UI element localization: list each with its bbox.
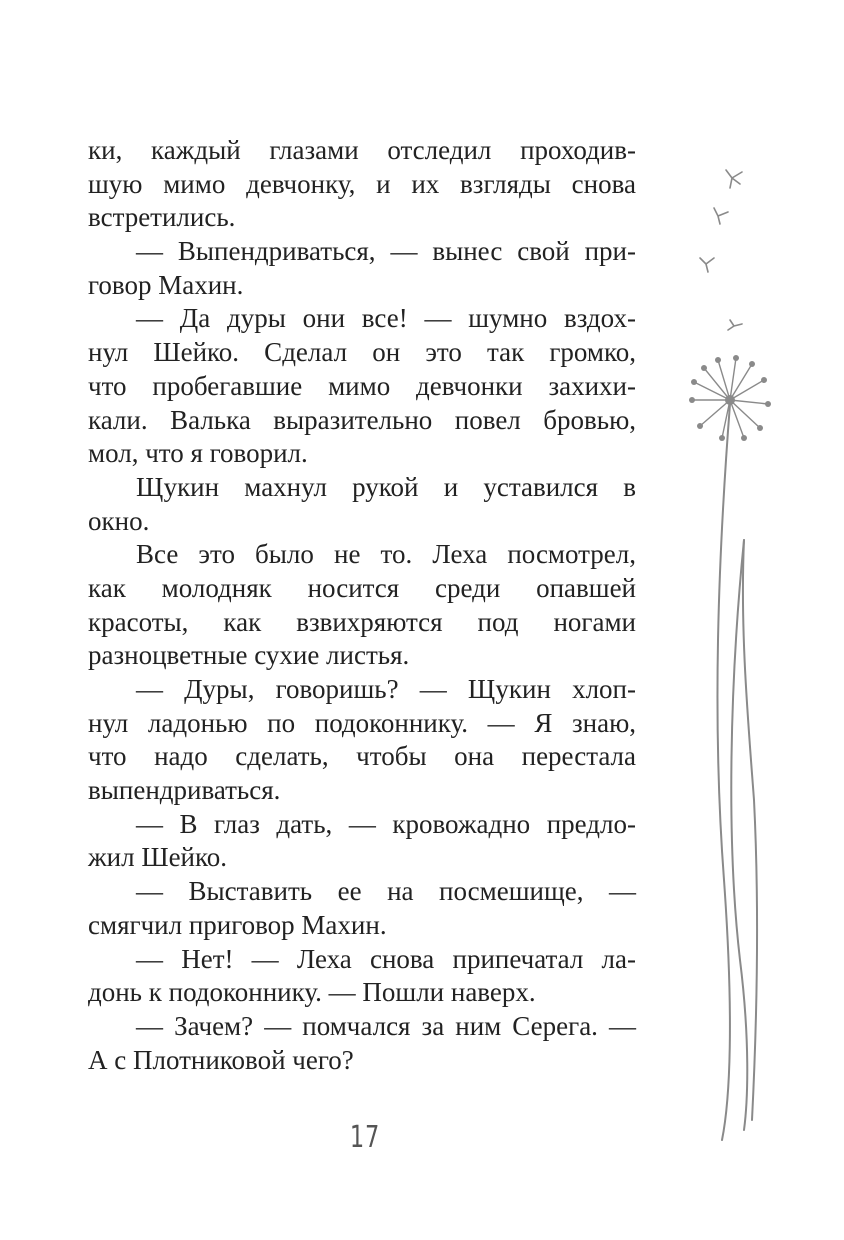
text-line: говор Махин. bbox=[88, 269, 244, 300]
body-text bbox=[88, 134, 636, 1077]
text-line: смягчил приговор Махин. bbox=[88, 909, 387, 940]
text-line: ки, каждый глазами отследил проходив- bbox=[88, 135, 636, 165]
stem-icon bbox=[717, 404, 757, 1140]
text-line: — Зачем? — помчался за ним Серега. — bbox=[136, 1010, 636, 1041]
text-line: — Дуры, говоришь? — Щукин хлоп- bbox=[136, 674, 636, 704]
flower-tips-icon bbox=[689, 355, 771, 441]
text-line: встретились. bbox=[88, 202, 236, 233]
text-line: разноцветные сухие листья. bbox=[88, 640, 410, 671]
text-line: красоты, как взвихряются под ногами bbox=[88, 606, 636, 637]
text-line: Щукин махнул рукой и уставился в bbox=[136, 471, 636, 502]
text-line: окно. bbox=[88, 505, 150, 536]
text-line: шую мимо девчонку, и их взгляды снова bbox=[88, 168, 636, 199]
text-line: Все это было не то. Леха посмотрел, bbox=[136, 539, 636, 570]
dandelion-icon bbox=[660, 160, 790, 1150]
text-line: мол, что я говорил. bbox=[88, 438, 308, 469]
text-line: — В глаз дать, — кровожадно предло- bbox=[136, 808, 636, 839]
text-line: жил Шейко. bbox=[88, 842, 227, 873]
text-line: нул Шейко. Сделал он это так громко, bbox=[88, 337, 636, 368]
text-line: А с Плотниковой чего? bbox=[88, 1044, 354, 1075]
text-line: кали. Валька выразительно повел бровью, bbox=[88, 404, 636, 435]
text-line: нул ладонью по подоконнику. — Я знаю, bbox=[88, 707, 636, 738]
text-line: — Нет! — Леха снова припечатал ла- bbox=[136, 943, 636, 974]
text-line: выпендриваться. bbox=[88, 775, 281, 806]
text-line: — Да дуры они все! — шумно вздох- bbox=[136, 303, 636, 334]
text-line: что пробегавшие мимо девчонки захихи- bbox=[88, 370, 636, 401]
text-line: — Выпендриваться, — вынес свой при- bbox=[136, 236, 636, 267]
text-line: — Выставить ее на посмешище, — bbox=[136, 876, 636, 907]
page-number: 17 bbox=[349, 1120, 381, 1155]
text-line: как молодняк носится среди опавшей bbox=[88, 572, 636, 603]
text-line: донь к подоконнику. — Пошли наверх. bbox=[88, 977, 536, 1008]
seed-icon bbox=[700, 170, 742, 330]
text-line: что надо сделать, чтобы она перестала bbox=[88, 741, 636, 772]
